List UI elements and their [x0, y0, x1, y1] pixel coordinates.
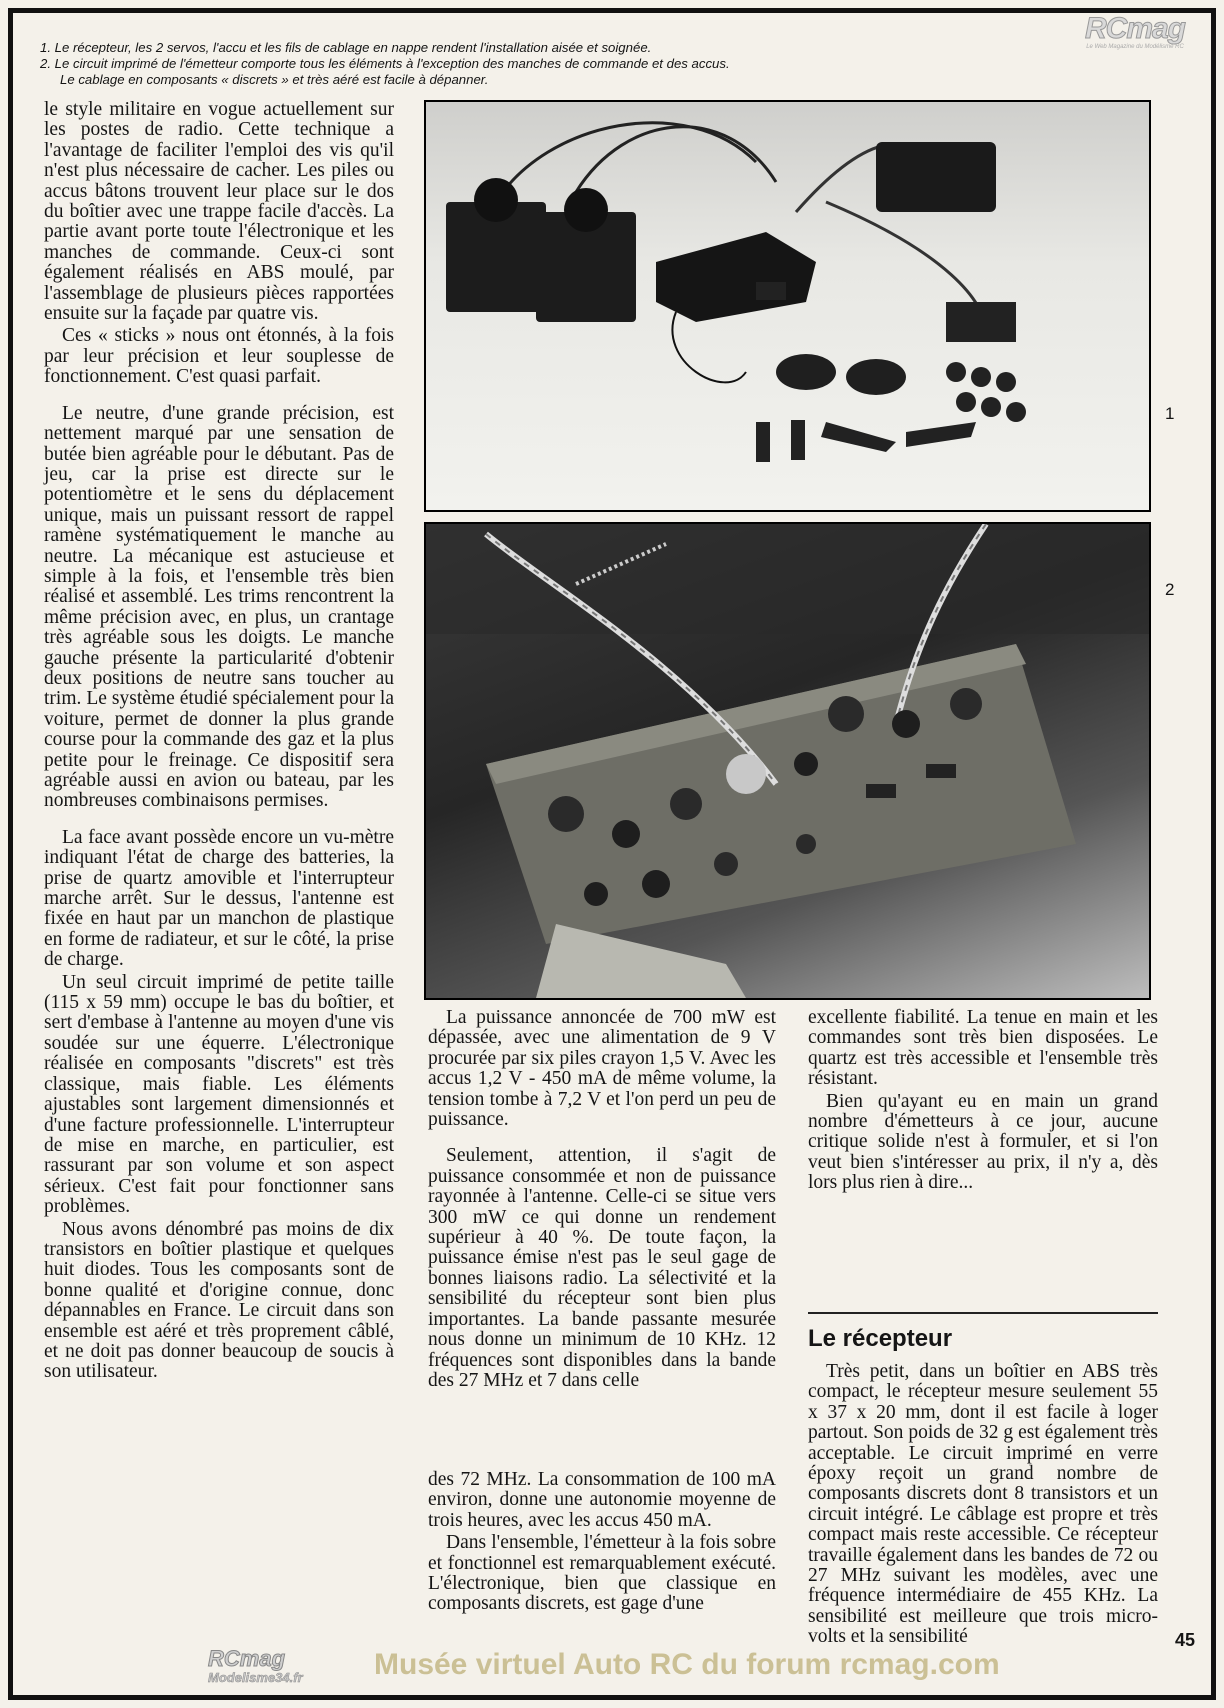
caption-1: 1. Le récepteur, les 2 servos, l'accu et les fils de cablage en nappe rendent l'installation aisée et soignée.	[40, 40, 652, 55]
rcmag-bottom-logo	[208, 1648, 368, 1692]
paragraph: Seulement, attention, il s'agit de puissance consommée et non de puissance rayonnée à l'antenne. Celle-ci se situe vers 300 mW ce qui donne un rendement supérieur à 40 %. De toute façon, la puissance émise n'est pas le seul gage de bonnes liaisons radio. La sélectivité et la sensibilité du récepteur sont bien plus importantes. La bande passante mesurée nous donne un minimum de 10 KHz. 12 fréquences sont disponibles dans la bande des 27 MHz et 7 dans celle	[428, 1145, 776, 1391]
paragraph: La face avant possède encore un vu-mètre indiquant l'état de charge des batteries, la prise de quartz amovible et l'interrupteur marche arrêt. Sur le dessus, l'antenne est fixée en haut par un manchon de plastique en forme de radiateur, et sur le côté, la prise de charge.	[44, 826, 394, 971]
section-heading: Le récepteur	[808, 1325, 953, 1352]
photo-receiver-servos-illustration	[426, 102, 1149, 510]
caption-2: 2. Le circuit imprimé de l'émetteur comporte tous les éléments à l'exception des manches de commande et des accus.	[40, 56, 730, 71]
article-column-middle	[428, 1008, 776, 1391]
paragraph: Très petit, dans un boîtier en ABS très compact, le récepteur mesure seulement 55 x 37 x 20 mm, dont il est facile à loger partout. Son poids de 32 g est également très acceptable. Le circuit imprimé en verre époxy reçoit un grand nombre de composants discrets dont 8 transistors et un circuit intégré. Le câblage est propre et très compact mais reste accessible. Ce récepteur travaille également dans les bandes de 72 ou 27 MHz suivant les modèles, avec une fréquence intermédiaire de 455 KHz. La sensibilité est meilleure que trois micro-volts et la sensibilité	[808, 1361, 1158, 1648]
watermark: Musée virtuel Auto RC du forum rcmag.com	[374, 1648, 1000, 1681]
article-column-right-section	[808, 1302, 1158, 1648]
paragraph: le style militaire en vogue actuellement sur les postes de radio. Cette technique a l'avantage de faciliter l'emploi des vis qu'il n'est plus nécessaire de cacher. Les piles ou accus bâtons trouvent leur place sur le dos du boîtier avec une trappe facile d'accès. La partie avant porte toute l'électronique et les manches de commande. Ceux-ci sont également réalisés en ABS moulé, par l'assemblage de plusieurs pièces rapportées ensuite sur la façade par quatre vis.	[44, 99, 394, 325]
page-number: 45	[1175, 1630, 1196, 1650]
paragraph: Ces « sticks » nous ont étonnés, à la fois par leur précision et leur souplesse de fonctionnement. C'est quasi parfait.	[44, 325, 394, 388]
paragraph: Nous avons dénombré pas moins de dix transistors en boîtier plastique et quelques huit diodes. Tous les composants sont de bonne qualité et d'origine connue, donc dépannables en France. Le circuit dans son ensemble est aéré et très proprement câblé, et ne doit pas donner beaucoup de soucis à son utilisateur.	[44, 1218, 394, 1383]
article-column-left	[44, 100, 394, 1383]
photo-captions	[40, 40, 900, 88]
rcmag-logo	[1066, 14, 1204, 58]
photo-receiver-servos	[424, 100, 1151, 512]
rcmag-bottom-logo-tagline: Modelisme34.fr	[208, 1670, 303, 1685]
figure-number-1: 1	[1165, 404, 1175, 423]
photo-transmitter-circuit-illustration	[426, 524, 1149, 998]
rcmag-logo-tagline: Le Web Magazine du Modélisme RC	[1086, 44, 1184, 50]
paragraph: des 72 MHz. La consommation de 100 mA environ, donne une autonomie moyenne de trois heures, avec les accus 450 mA.	[428, 1469, 776, 1531]
section-divider	[808, 1312, 1158, 1314]
paragraph: Un seul circuit imprimé de petite taille (115 x 59 mm) occupe le bas du boîtier, et sert d'embase à l'antenne au moyen d'une vis soudée sur une équerre. L'électronique réalisée en composants "discrets" est très classique, mais fiable. Les éléments ajustables sont largement dimensionnés et d'une facture professionnelle. L'interrupteur de mise en marche, en particulier, est rassurant par son volume et son aspect sérieux. C'est fait pour fonctionner sans problèmes.	[44, 971, 394, 1218]
paragraph: Bien qu'ayant eu en main un grand nombre d'émetteurs à ce jour, aucune critique solide n'est à formuler, et si l'on veut bien s'intéresser au prix, il n'y a, dès lors plus rien à dire...	[808, 1090, 1158, 1194]
paragraph: Dans l'ensemble, l'émetteur à la fois sobre et fonctionnel est remarquablement exécuté. L'électronique, bien que classique en composants discrets, est gage d'une	[428, 1532, 776, 1615]
photo-transmitter-circuit	[424, 522, 1151, 1000]
article-column-middle-continued	[428, 1470, 776, 1615]
rcmag-bottom-logo-text: RCmag	[208, 1646, 286, 1671]
paragraph: Le neutre, d'une grande précision, est nettement marqué par une sensation de butée bien agréable pour le débutant. Pas de jeu, car la prise est directe sur le potentiomètre et le sens du déplacement unique, mais un puissant ressort de rappel ramène systématiquement le manche au neutre. La mécanique est astucieuse et simple à la fois, et l'ensemble très bien réalisé et assemblé. Les trims rencontrent la même précision avec, en plus, un crantage très agréable sous les doigts. Le manche gauche présente la particularité d'obtenir deux positions de neutre sans toucher au trim. Le système étudié spécialement pour la voiture, permet de donner la plus grande course pour la commande des gaz et la plus petite pour le freinage. Ce dispositif sera agréable aussi en avion ou bateau, par les nombreuses combinaisons permises.	[44, 402, 394, 812]
paragraph: La puissance annoncée de 700 mW est dépassée, avec une alimentation de 9 V procurée par six piles crayon 1,5 V. Avec les accus 1,2 V - 450 mA de même volume, la tension tombe à 7,2 V et l'on perd un peu de puissance.	[428, 1007, 776, 1131]
figure-number-2: 2	[1165, 580, 1175, 599]
article-column-right	[808, 1008, 1158, 1194]
rcmag-logo-text: RCmag	[1084, 12, 1185, 45]
caption-2-continued: Le cablage en composants « discrets » et très aéré est facile à dépanner.	[60, 72, 489, 87]
paragraph: excellente fiabilité. La tenue en main et les commandes sont très bien disposées. Le quartz est très accessible et l'ensemble très résistant.	[808, 1007, 1158, 1090]
